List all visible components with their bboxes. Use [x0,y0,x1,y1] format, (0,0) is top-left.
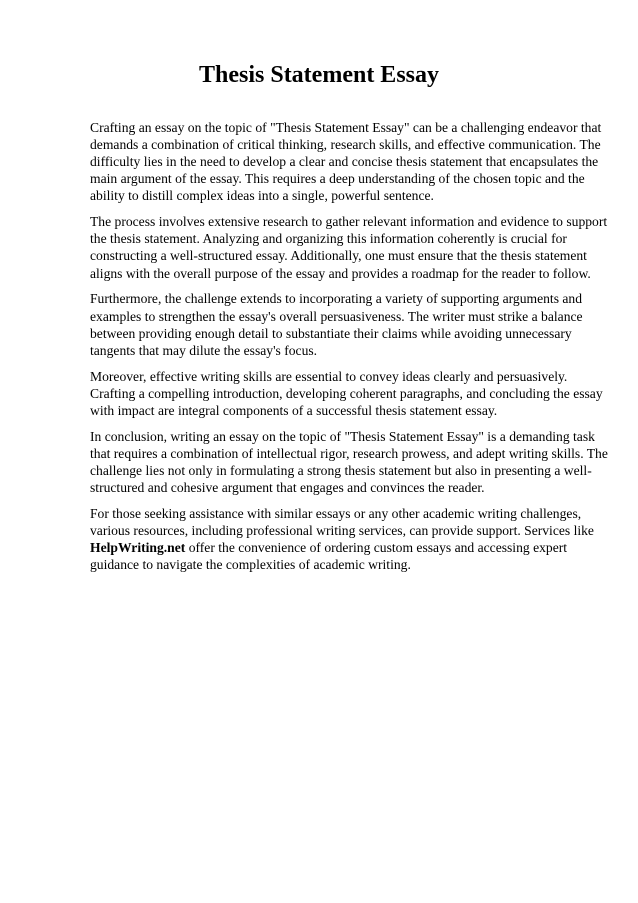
paragraph-1: Crafting an essay on the topic of "Thesis Statement Essay" can be a challenging endeavor that demands a combination of critical thinking, research skills, and effective communication. The difficulty lies in the need to develop a clear and concise thesis statement that encapsulates the main argument of the essay. This requires a deep understanding of the chosen topic and the ability to distill complex ideas into a single, powerful sentence. [90,120,602,204]
document-title: Thesis Statement Essay [198,62,439,88]
helpwriting-brand-link[interactable]: HelpWriting.net [90,540,186,556]
paragraph-3: Furthermore, the challenge extends to incorporating a variety of supporting arguments and examples to strengthen the essay's overall persuasiveness. The writer must strike a balance between providing enough detail to substantiate their claims while avoiding unnecessary tangents that may dilute the essay's focus. [90,291,583,358]
paragraph-4: Moreover, effective writing skills are essential to convey ideas clearly and persuasively. Crafting a compelling introduction, developing coherent paragraphs, and concluding the essay with impact are integral components of a successful thesis statement essay. [90,368,603,418]
paragraph-5: In conclusion, writing an essay on the topic of "Thesis Statement Essay" is a demanding task that requires a combination of intellectual rigor, research prowess, and adept writing skills. The challenge lies not only in formulating a strong thesis statement but also in presenting a well-structured and cohesive argument that engages and convinces the reader. [90,428,608,495]
document-body [90,119,610,582]
paragraph-2: The process involves extensive research to gather relevant information and evidence to support the thesis statement. Analyzing and organizing this information coherently is crucial for constructing a well-structured essay. Additionally, one must ensure that the thesis statement aligns with the overall purpose of the essay and provides a roadmap for the reader to follow. [90,214,608,281]
paragraph-6-text-before: For those seeking assistance with similar essays or any other academic writing challenges, various resources, including professional writing services, can provide support. Services like [90,505,594,538]
paragraph-6 [90,505,610,573]
paragraph-6-text-after: offer the convenience of ordering custom essays and accessing expert guidance to navigate the complexities of academic writing. [90,540,568,573]
